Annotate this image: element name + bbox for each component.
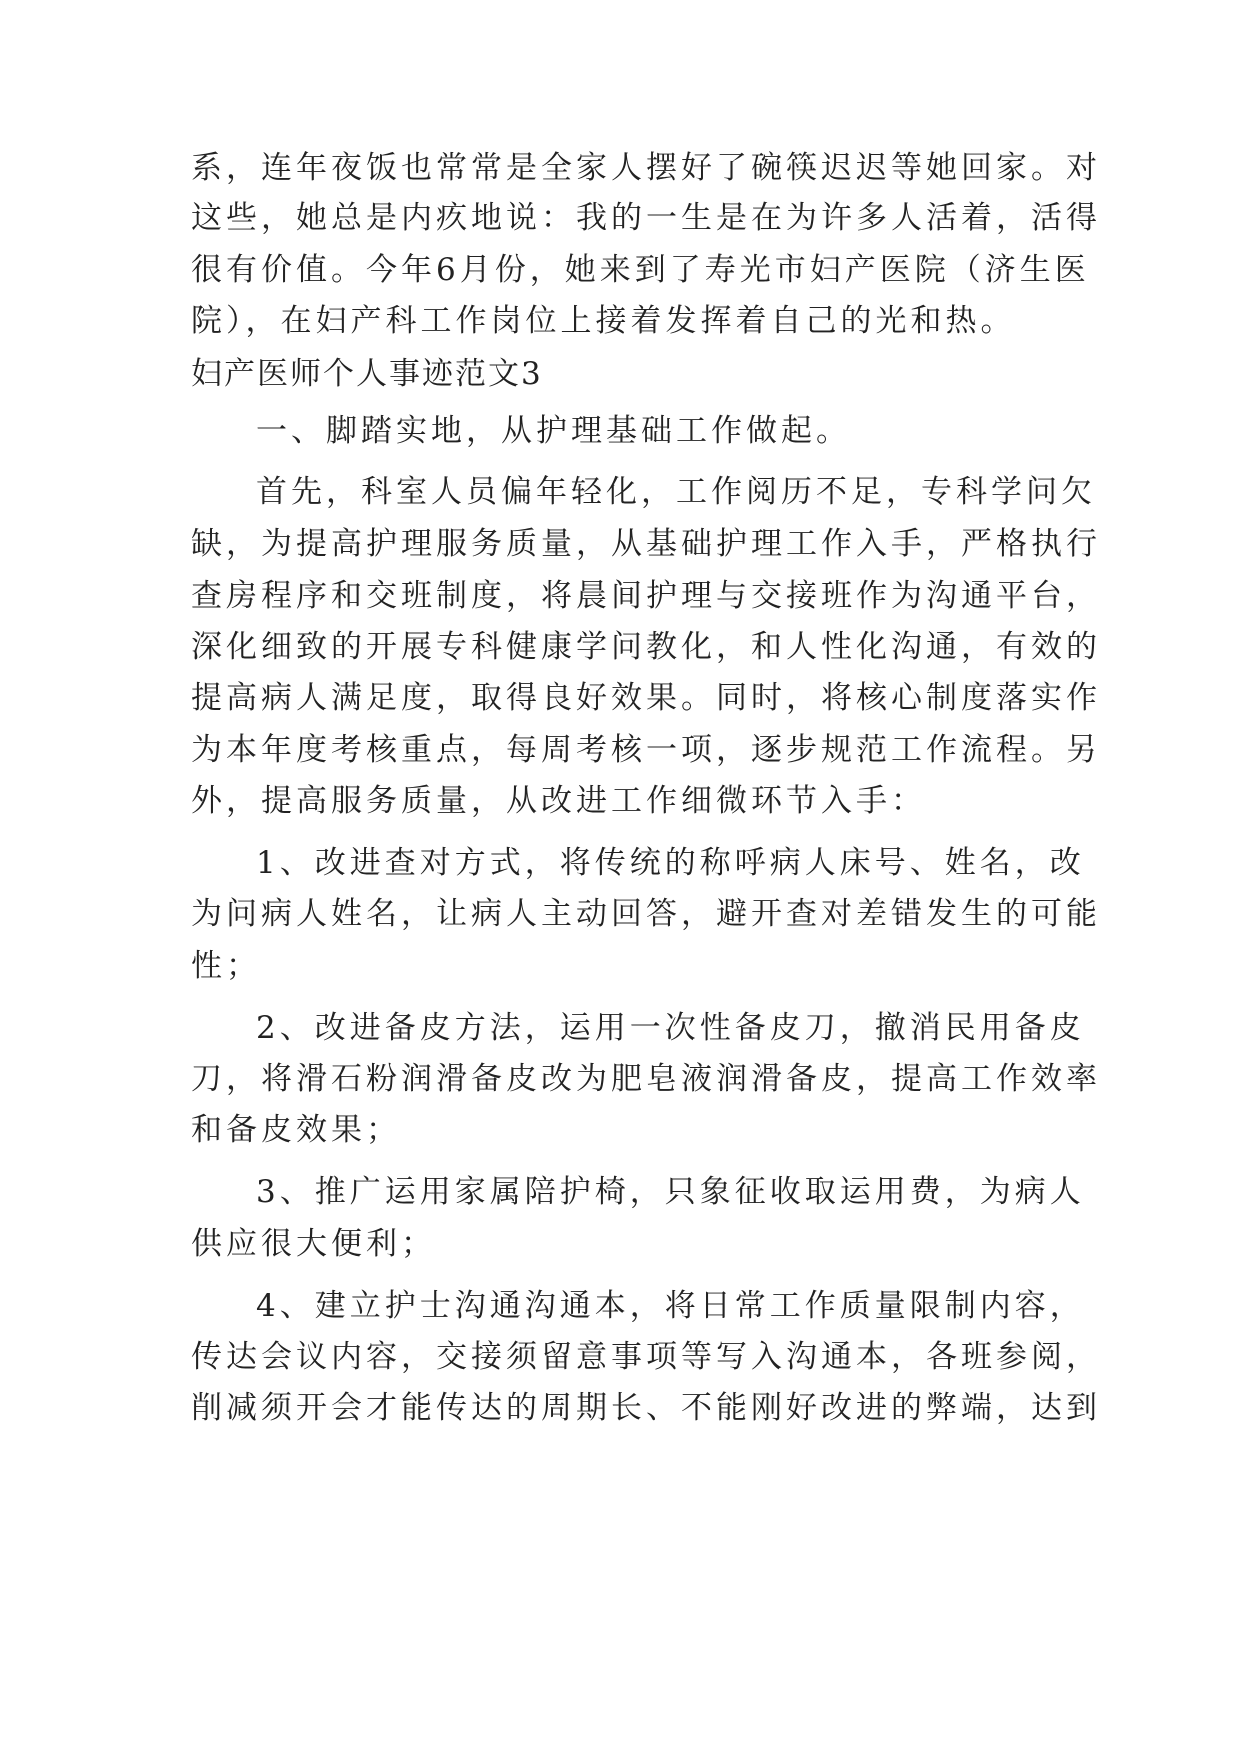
- text-line: 院），在妇产科工作岗位上接着发挥着自己的光和热。: [191, 303, 1016, 339]
- text-line: 系，连年夜饭也常常是全家人摆好了碗筷迟迟等她回家。对: [191, 150, 1101, 186]
- paragraph-line: 首先，科室人员偏年轻化，工作阅历不足，专科学问欠: [256, 474, 1096, 510]
- list-item-line: 2、改进备皮方法，运用一次性备皮刀，撤消民用备皮: [256, 1010, 1085, 1046]
- text-line: 很有价值。今年6月份，她来到了寿光市妇产医院（济生医: [191, 252, 1090, 288]
- subheading: 一、脚踏实地，从护理基础工作做起。: [256, 413, 851, 449]
- text-line: 这些，她总是内疚地说：我的一生是在为许多人活着，活得: [191, 200, 1101, 236]
- list-item-line: 传达会议内容，交接须留意事项等写入沟通本，各班参阅，: [191, 1339, 1101, 1375]
- list-item-line: 供应很大便利；: [191, 1226, 436, 1262]
- paragraph-line: 外，提高服务质量，从改进工作细微环节入手：: [191, 783, 926, 819]
- list-item-line: 和备皮效果；: [191, 1112, 401, 1148]
- list-item-line: 刀，将滑石粉润滑备皮改为肥皂液润滑备皮，提高工作效率: [191, 1061, 1101, 1097]
- list-item-line: 为问病人姓名，让病人主动回答，避开查对差错发生的可能: [191, 896, 1101, 932]
- paragraph-line: 为本年度考核重点，每周考核一项，逐步规范工作流程。另: [191, 732, 1101, 768]
- list-item-line: 4、建立护士沟通沟通本，将日常工作质量限制内容，: [256, 1288, 1085, 1324]
- list-item-line: 削减须开会才能传达的周期长、不能刚好改进的弊端，达到: [191, 1390, 1101, 1426]
- list-item-line: 1、改进查对方式，将传统的称呼病人床号、姓名，改: [256, 845, 1085, 881]
- paragraph-line: 提高病人满足度，取得良好效果。同时，将核心制度落实作: [191, 680, 1101, 716]
- section-heading: 妇产医师个人事迹范文3: [191, 356, 543, 392]
- list-item-line: 性；: [191, 948, 261, 984]
- list-item-line: 3、推广运用家属陪护椅，只象征收取运用费，为病人: [256, 1174, 1085, 1210]
- paragraph-line: 查房程序和交班制度，将晨间护理与交接班作为沟通平台，: [191, 578, 1101, 614]
- paragraph-line: 缺，为提高护理服务质量，从基础护理工作入手，严格执行: [191, 526, 1101, 562]
- paragraph-line: 深化细致的开展专科健康学问教化，和人性化沟通，有效的: [191, 629, 1101, 665]
